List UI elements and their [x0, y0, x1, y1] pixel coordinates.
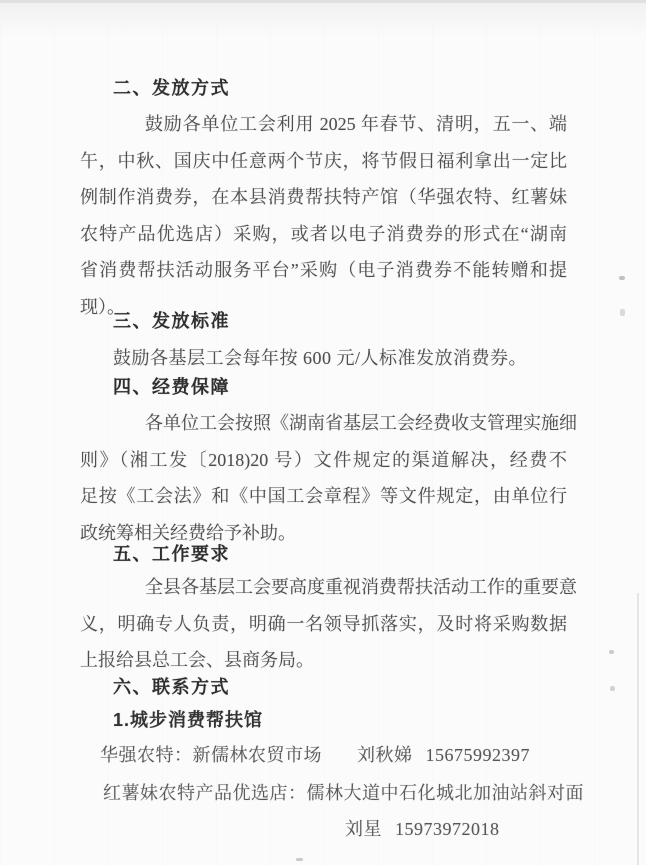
- contact-phone-number: 15973972018: [395, 819, 500, 839]
- section-heading-distribution-method: 二、发放方式: [113, 78, 230, 98]
- contact-line-hongshumei: [103, 780, 584, 806]
- text-line: 农特产品优选店）采购，或者以电子消费券的形式在“湖南: [80, 223, 567, 244]
- contact-person-name: 刘秋娣: [357, 745, 413, 765]
- scan-speck: [609, 650, 614, 654]
- section-heading-work-requirements: 五、工作要求: [113, 544, 230, 564]
- text-line: 午，中秋、国庆中任意两个节庆，将节假日福利拿出一定比: [80, 150, 567, 171]
- text-line: 例制作消费券，在本县消费帮扶特产馆（华强农特、红薯妹: [80, 187, 567, 207]
- scan-edge-top-band: [0, 3, 646, 37]
- scan-speck: [296, 858, 303, 861]
- contact-person-name: 刘星: [345, 819, 382, 839]
- text-line: 则》（湘工发〔2018)20 号）文件规定的渠道解决，经费不: [80, 449, 567, 470]
- text-line: 足按《工会法》和《中国工会章程》等文件规定，由单位行: [80, 486, 567, 506]
- section-heading-funding-guarantee: 四、经费保障: [113, 377, 230, 397]
- scan-speck: [619, 276, 625, 280]
- section-heading-contact-info: 六、联系方式: [113, 677, 230, 697]
- text-line: 鼓励各单位工会利用 2025 年春节、清明，五一、端: [145, 114, 567, 134]
- contact-line-liuxing: [345, 816, 500, 842]
- text-line: 各单位工会按照《湖南省基层工会经费收支管理实施细: [145, 413, 577, 433]
- text-line: 政统筹相关经费给予补助。: [80, 522, 296, 543]
- contact-line-huaqiang: [100, 742, 530, 768]
- store-name-and-address: 红薯妹农特产品优选店：儒林大道中石化城北加油站斜对面: [103, 783, 584, 803]
- store-name-and-address: 华强农特：新儒林农贸市场: [100, 745, 322, 765]
- text-line: 全县各基层工会要高度重视消费帮扶活动工作的重要意: [145, 577, 577, 597]
- paragraph-distribution-standard: 鼓励各基层工会每年按 600 元/人标准发放消费券。: [113, 348, 527, 368]
- scan-speck: [610, 686, 615, 691]
- paragraph-distribution-method: [80, 106, 567, 325]
- subheading-chengbu-aid-hall: 1.城步消费帮扶馆: [113, 710, 264, 730]
- contact-phone-number: 15675992397: [425, 745, 530, 765]
- text-line: 义，明确专人负责，明确一名领导抓落实，及时将采购数据: [80, 613, 567, 634]
- paragraph-funding-guarantee: [80, 405, 577, 551]
- section-heading-distribution-standard: 三、发放标准: [113, 311, 230, 331]
- text-line: 现）。: [80, 296, 125, 317]
- scan-speck: [620, 309, 625, 316]
- scan-edge-right-line: [637, 593, 639, 865]
- text-line: 省消费帮扶活动服务平台”采购（电子消费券不能转赠和提: [80, 260, 567, 280]
- paragraph-work-requirements: [80, 569, 577, 679]
- text-line: 上报给县总工会、县商务局。: [80, 650, 314, 670]
